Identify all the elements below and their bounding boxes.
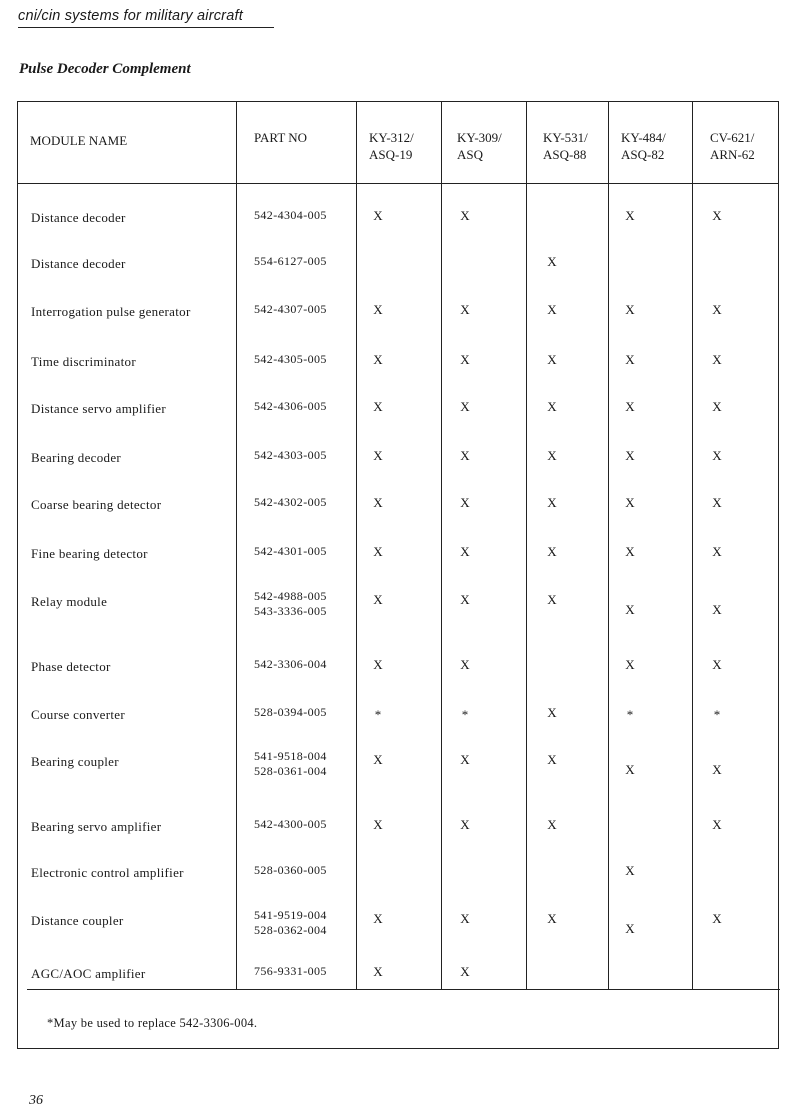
header-system-5 [710, 129, 755, 163]
compatibility-mark: X [547, 495, 557, 510]
column-divider [526, 102, 527, 989]
compatibility-mark: X [547, 592, 557, 607]
compatibility-mark: X [712, 352, 722, 367]
compatibility-mark: X [625, 495, 635, 510]
part-number-cell [254, 302, 327, 317]
compatibility-mark: X [712, 448, 722, 463]
compatibility-mark: X [547, 352, 557, 367]
header-system-2 [457, 129, 502, 163]
part-number-cell [254, 254, 327, 269]
compatibility-mark: X [712, 911, 722, 926]
footnote-box [27, 989, 780, 1050]
compatibility-mark: X [460, 448, 470, 463]
compatibility-mark: X [373, 817, 383, 832]
module-name-cell: Coarse bearing detector [31, 497, 162, 512]
header-system-4 [621, 129, 666, 163]
compatibility-mark: X [547, 752, 557, 767]
compatibility-mark: X [373, 448, 383, 463]
compatibility-mark: X [460, 752, 470, 767]
compatibility-mark: X [712, 602, 722, 617]
part-number-cell [254, 544, 327, 559]
part-number-cell [254, 352, 327, 367]
compatibility-mark: X [547, 302, 557, 317]
part-number: 542-4304-005 [254, 208, 327, 222]
compatibility-mark: X [625, 399, 635, 414]
compatibility-mark: X [625, 302, 635, 317]
compatibility-mark: X [712, 399, 722, 414]
part-number-cell [254, 208, 327, 223]
part-number: 542-4300-005 [254, 817, 327, 831]
compatibility-mark: X [373, 352, 383, 367]
compatibility-mark: X [625, 448, 635, 463]
header-system-1 [369, 129, 414, 163]
header-system-3-line-1: KY-531/ [543, 130, 588, 145]
compatibility-mark: X [460, 817, 470, 832]
compatibility-mark: X [625, 921, 635, 936]
part-number-cell [254, 495, 327, 510]
part-number-cell [254, 657, 327, 672]
compatibility-mark: X [460, 544, 470, 559]
compatibility-mark: X [373, 208, 383, 223]
footnote-mark: * [374, 707, 382, 722]
compatibility-mark: X [373, 657, 383, 672]
header-system-5-line-1: CV-621/ [710, 130, 755, 145]
module-table [17, 101, 779, 1049]
compatibility-mark: X [373, 592, 383, 607]
part-number: 542-4307-005 [254, 302, 327, 316]
compatibility-mark: X [625, 762, 635, 777]
compatibility-mark: X [712, 657, 722, 672]
compatibility-mark: X [547, 705, 557, 720]
part-number-cell [254, 908, 327, 938]
compatibility-mark: X [625, 863, 635, 878]
part-number-cell [254, 399, 327, 414]
compatibility-mark: X [373, 399, 383, 414]
header-system-5-line-2: ARN-62 [710, 147, 755, 162]
compatibility-mark: X [712, 302, 722, 317]
compatibility-mark: X [460, 657, 470, 672]
compatibility-mark: X [373, 752, 383, 767]
module-name-cell: Bearing servo amplifier [31, 819, 162, 834]
module-name-cell: Bearing decoder [31, 450, 122, 465]
column-divider [441, 102, 442, 989]
part-number: 542-3306-004 [254, 657, 327, 671]
part-number-cell [254, 705, 327, 720]
part-number: 543-3336-005 [254, 604, 327, 618]
footnote-mark: * [713, 707, 721, 722]
compatibility-mark: X [460, 592, 470, 607]
compatibility-mark: X [460, 352, 470, 367]
compatibility-mark: X [712, 208, 722, 223]
compatibility-mark: X [712, 544, 722, 559]
compatibility-mark: X [712, 495, 722, 510]
part-number: 542-4302-005 [254, 495, 327, 509]
header-system-4-line-2: ASQ-82 [621, 147, 665, 162]
compatibility-mark: X [712, 817, 722, 832]
header-system-2-line-1: KY-309/ [457, 130, 502, 145]
compatibility-mark: X [460, 911, 470, 926]
header-system-1-line-1: KY-312/ [369, 130, 414, 145]
part-number-cell [254, 589, 327, 619]
part-number: 541-9519-004 [254, 908, 327, 922]
module-name-cell: Bearing coupler [31, 754, 119, 769]
column-divider [236, 102, 237, 989]
module-name-cell: Course converter [31, 707, 125, 722]
compatibility-mark: X [625, 352, 635, 367]
compatibility-mark: X [460, 964, 470, 979]
header-system-3 [543, 129, 588, 163]
part-number-cell [254, 817, 327, 832]
header-system-3-line-2: ASQ-88 [543, 147, 587, 162]
module-name-cell: Interrogation pulse generator [31, 304, 191, 319]
part-number: 542-4306-005 [254, 399, 327, 413]
module-name-cell: Fine bearing detector [31, 546, 148, 561]
column-divider [608, 102, 609, 989]
compatibility-mark: X [625, 602, 635, 617]
column-divider [692, 102, 693, 989]
header-system-1-line-2: ASQ-19 [369, 147, 413, 162]
header-module-name: MODULE NAME [30, 133, 128, 148]
compatibility-mark: X [625, 208, 635, 223]
compatibility-mark: X [547, 254, 557, 269]
page-number: 36 [29, 1093, 43, 1108]
part-number: 541-9518-004 [254, 749, 327, 763]
header-part-no: PART NO [254, 130, 308, 145]
module-name-cell: Distance decoder [31, 210, 126, 225]
module-name-cell: Phase detector [31, 659, 111, 674]
module-name-cell: Distance servo amplifier [31, 401, 166, 416]
compatibility-mark: X [547, 911, 557, 926]
compatibility-mark: X [373, 964, 383, 979]
part-number: 554-6127-005 [254, 254, 327, 268]
footnote-mark: * [461, 707, 469, 722]
compatibility-mark: X [547, 817, 557, 832]
compatibility-mark: X [373, 302, 383, 317]
part-number: 542-4305-005 [254, 352, 327, 366]
part-number-cell [254, 749, 327, 779]
column-divider [356, 102, 357, 989]
module-name-cell: Electronic control amplifier [31, 865, 184, 880]
compatibility-mark: X [547, 544, 557, 559]
running-head: cni/cin systems for military aircraft [18, 8, 274, 28]
part-number: 542-4301-005 [254, 544, 327, 558]
part-number: 756-9331-005 [254, 964, 327, 978]
compatibility-mark: X [460, 399, 470, 414]
compatibility-mark: X [373, 495, 383, 510]
compatibility-mark: X [460, 208, 470, 223]
compatibility-mark: X [373, 544, 383, 559]
compatibility-mark: X [547, 448, 557, 463]
header-system-2-line-2: ASQ [457, 147, 484, 162]
footnote-mark: * [626, 707, 634, 722]
compatibility-mark: X [625, 544, 635, 559]
compatibility-mark: X [712, 762, 722, 777]
part-number: 542-4303-005 [254, 448, 327, 462]
part-number-cell [254, 448, 327, 463]
compatibility-mark: X [460, 302, 470, 317]
table-header-row [18, 102, 778, 184]
compatibility-mark: X [373, 911, 383, 926]
part-number: 528-0361-004 [254, 764, 327, 778]
part-number: 542-4988-005 [254, 589, 327, 603]
compatibility-mark: X [460, 495, 470, 510]
footnote: *May be used to replace 542-3306-004. [47, 1016, 258, 1030]
part-number: 528-0394-005 [254, 705, 327, 719]
module-name-cell: Distance decoder [31, 256, 126, 271]
part-number-cell [254, 863, 327, 878]
module-name-cell: Relay module [31, 594, 108, 609]
compatibility-mark: X [625, 657, 635, 672]
module-name-cell: Time discriminator [31, 354, 136, 369]
part-number: 528-0360-005 [254, 863, 327, 877]
part-number: 528-0362-004 [254, 923, 327, 937]
section-title: Pulse Decoder Complement [19, 61, 191, 77]
part-number-cell [254, 964, 327, 979]
module-name-cell: Distance coupler [31, 913, 124, 928]
module-name-cell: AGC/AOC amplifier [31, 966, 146, 981]
compatibility-mark: X [547, 399, 557, 414]
header-system-4-line-1: KY-484/ [621, 130, 666, 145]
